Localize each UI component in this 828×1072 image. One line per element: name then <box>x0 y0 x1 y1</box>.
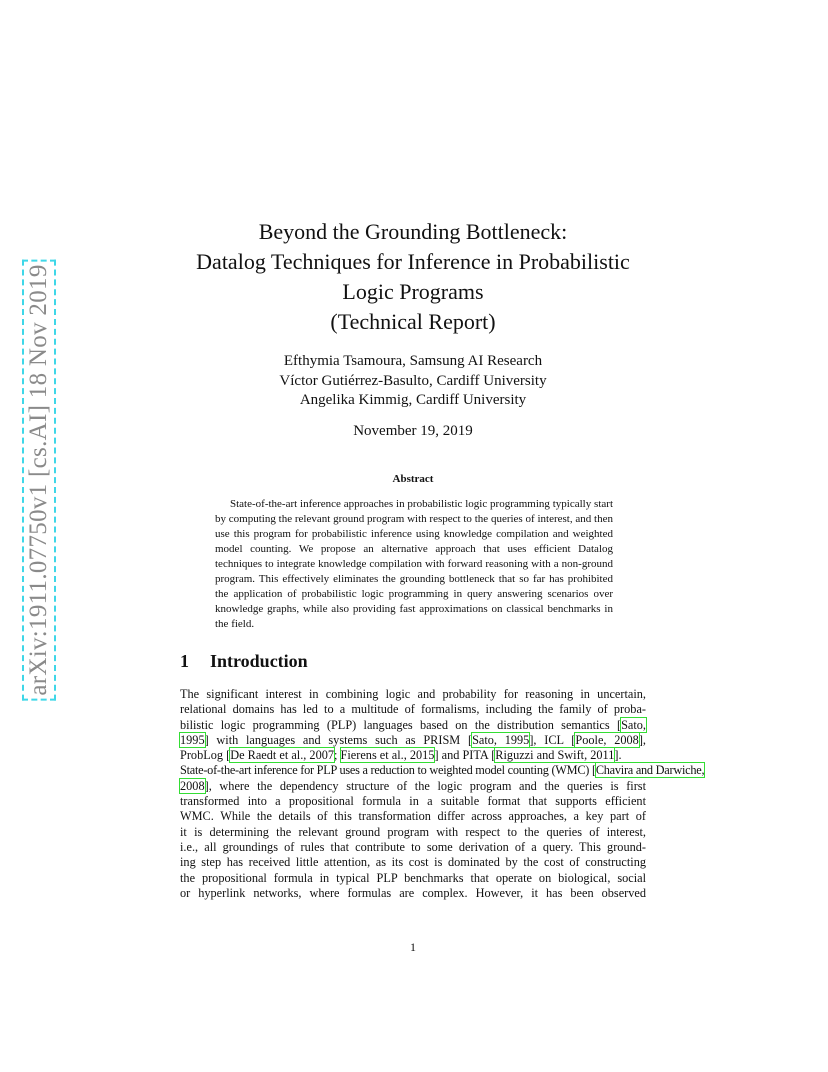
abstract-text: State-of-the-art inference approaches in probabilistic logic programming typically start by computing the relevant ground program with respect to the queries of interest, and then use this program for probabilistic inference using knowledge compilation and weighted model counting. We propose an alternative approach that uses efficient Datalog techniques to integrate knowledge compilation with forward reasoning with a non-ground program. This effectively eliminates the grounding bottleneck that so far has prohibited the application of probabilistic logic programming in query answering scenarios over knowledge graphs, while also providing fast approximations on classical benchmarks in the field. <box>215 498 613 630</box>
text-line: transformed into a propositional formula in a suitable format that supports efficient <box>180 794 646 809</box>
text-line: relational domains has led to a multitude of formalisms, including the family of proba- <box>180 702 646 717</box>
text-line: the propositional formula in typical PLP benchmarks that operate on biological, social <box>180 870 646 885</box>
citation-link[interactable]: Poole, 2008 <box>575 732 639 747</box>
citation-link[interactable]: De Raedt et al., 2007 <box>230 748 335 763</box>
citation-link[interactable]: 2008 <box>180 778 205 793</box>
text-line: or hyperlink networks, where formulas are complex. However, it has been observed <box>180 885 646 900</box>
title-line: Logic Programs <box>342 279 484 304</box>
text-fragment: State-of-the-art inference for PLP uses a reduction to weighted model counting (WMC) [ <box>180 763 596 778</box>
text-fragment: ] with languages and systems such as PRISM [ <box>204 732 473 747</box>
intro-paragraph <box>180 687 705 901</box>
citation-link[interactable]: Fierens et al., 2015 <box>340 748 435 763</box>
text-line: ing step has received little attention, as its cost is dominated by the cost of constructing <box>180 855 646 870</box>
text-fragment: ProbLog [ <box>180 748 231 763</box>
text-line: WMC. While the details of this transformation differ across approaches, a key part of <box>180 809 646 824</box>
citation-link[interactable]: 1995 <box>180 732 205 747</box>
citation-link[interactable]: Sato, <box>621 717 646 732</box>
text-fragment: ]. <box>614 748 622 763</box>
title-line: Datalog Techniques for Inference in Probabilistic <box>196 249 630 274</box>
paper-title <box>160 217 666 337</box>
title-line: (Technical Report) <box>330 309 496 334</box>
abstract-heading: Abstract <box>392 473 434 485</box>
text-line: it is determining the relevant ground program with respect to the queries of interest, <box>180 824 646 839</box>
text-fragment: ], ICL [ <box>529 732 576 747</box>
section-heading <box>180 651 308 672</box>
section-title: Introduction <box>210 651 308 671</box>
text-line <box>180 763 705 778</box>
text-line <box>180 733 646 748</box>
author-line: Efthymia Tsamoura, Samsung AI Research <box>283 353 543 369</box>
text-line <box>180 748 646 763</box>
text-line <box>180 718 646 733</box>
text-line <box>180 779 646 794</box>
text-fragment: bilistic logic programming (PLP) languages based on the distribution semantics [ <box>180 717 622 732</box>
text-line: i.e., all groundings of rules that contribute to some derivation of a query. This ground- <box>180 839 646 854</box>
text-fragment: ; <box>334 748 341 763</box>
author-line: Víctor Gutiérrez-Basulto, Cardiff University <box>279 372 547 389</box>
citation-link[interactable]: Riguzzi and Swift, 2011 <box>495 748 615 763</box>
text-fragment: ] and PITA [ <box>434 748 496 763</box>
citation-link[interactable]: Sato, 1995 <box>472 732 530 747</box>
arxiv-identifier-stamp[interactable]: arXiv:1911.07750v1 [cs.AI] 18 Nov 2019 <box>22 259 56 700</box>
text-fragment: ], where the dependency structure of the logic program and the queries is first <box>204 778 646 793</box>
section-number: 1 <box>180 651 189 671</box>
author-list <box>160 352 666 411</box>
publication-date: November 19, 2019 <box>353 423 473 439</box>
citation-link[interactable]: Chavira and Darwiche, <box>595 763 705 778</box>
author-line: Angelika Kimmig, Cardiff University <box>299 392 527 408</box>
page-number: 1 <box>410 940 416 954</box>
text-line: The significant interest in combining logic and probability for reasoning in uncertain, <box>180 687 646 701</box>
text-fragment: ], <box>638 732 646 747</box>
title-line: Beyond the Grounding Bottleneck: <box>258 219 568 244</box>
